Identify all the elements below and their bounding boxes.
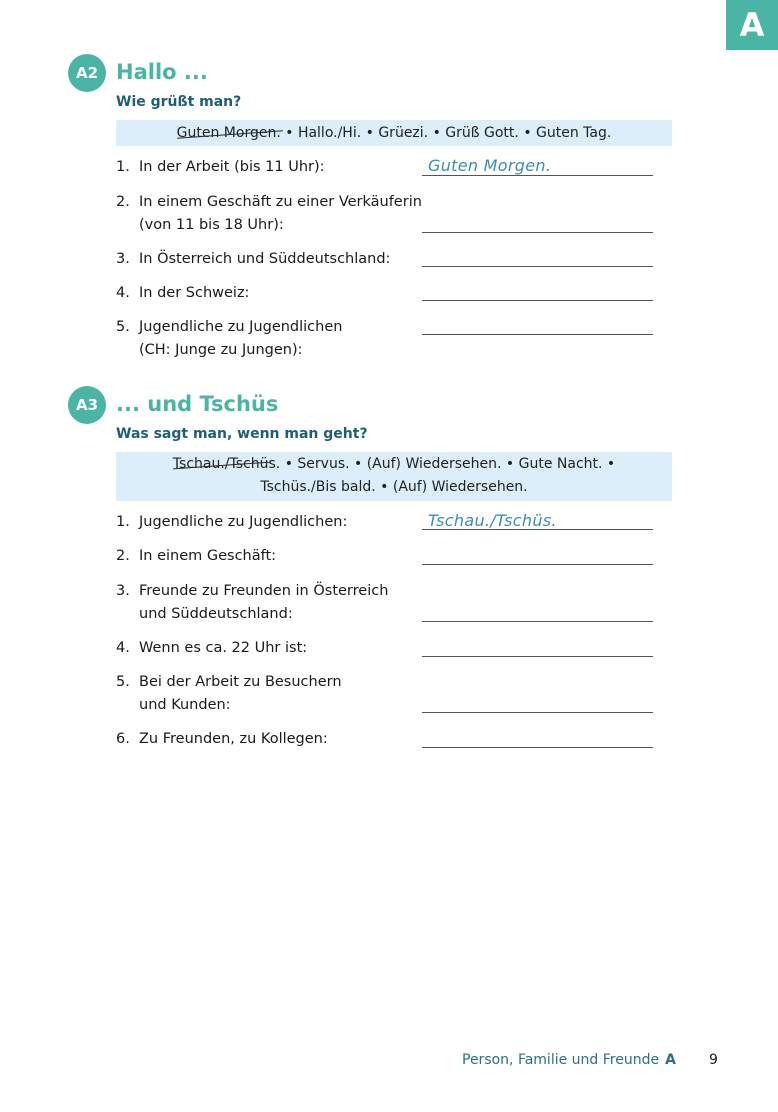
answer-line[interactable] [422, 564, 653, 565]
answer-line[interactable] [422, 529, 653, 530]
item-text: In einem Geschäft zu einer Verkäuferin [139, 194, 422, 210]
answer-line[interactable] [422, 175, 653, 176]
word-box-a3 [116, 452, 672, 501]
item-text-line2: und Kunden: [139, 697, 231, 713]
word-list-line2: Tschüs./Bis bald. • (Auf) Wiedersehen. [260, 479, 528, 495]
footer-chapter [462, 1052, 676, 1068]
answer-line[interactable] [422, 747, 653, 748]
page-number: 9 [709, 1052, 718, 1068]
word-list: • Hallo./Hi. • Grüezi. • Grüß Gott. • Guten Tag. [280, 125, 612, 141]
item-text-line2: und Süddeutschland: [139, 606, 293, 622]
item-number: 1. [116, 514, 130, 530]
struck-word: Guten Morgen. [177, 120, 281, 146]
answer-line[interactable] [422, 621, 653, 622]
item-text: Jugendliche zu Jugendlichen [139, 319, 343, 335]
answer-line[interactable] [422, 656, 653, 657]
answer-line[interactable] [422, 334, 653, 335]
word-box-a2 [116, 120, 672, 146]
item-number: 5. [116, 674, 130, 690]
answer-line[interactable] [422, 712, 653, 713]
item-text: In der Schweiz: [139, 285, 250, 301]
item-text: Freunde zu Freunden in Österreich [139, 583, 389, 599]
exercise-subtitle-a2: Wie grüßt man? [116, 94, 242, 110]
item-text: Zu Freunden, zu Kollegen: [139, 731, 328, 747]
answer-line[interactable] [422, 232, 653, 233]
item-text: Jugendliche zu Jugendlichen: [139, 514, 348, 530]
item-text: Wenn es ca. 22 Uhr ist: [139, 640, 308, 656]
chapter-letter: A [665, 1052, 676, 1068]
item-number: 4. [116, 285, 130, 301]
exercise-title-a2: Hallo ... [116, 60, 208, 84]
chapter-name: Person, Familie und Freunde [462, 1052, 660, 1068]
answer-line[interactable] [422, 300, 653, 301]
item-number: 1. [116, 159, 130, 175]
item-number: 2. [116, 194, 130, 210]
chapter-tab: A [726, 0, 778, 50]
item-number: 2. [116, 548, 130, 564]
answer-line[interactable] [422, 266, 653, 267]
answer-text: Guten Morgen. [428, 156, 552, 175]
exercise-badge-a2: A2 [68, 54, 106, 92]
answer-text: Tschau./Tschüs. [428, 511, 557, 530]
item-number: 3. [116, 251, 130, 267]
exercise-subtitle-a3: Was sagt man, wenn man geht? [116, 426, 368, 442]
struck-word: Tschau./Tschü [173, 453, 269, 476]
word-list: s. • Servus. • (Auf) Wiedersehen. • Gute Nacht. • [268, 456, 616, 472]
item-number: 5. [116, 319, 130, 335]
item-number: 6. [116, 731, 130, 747]
item-text-line2: (von 11 bis 18 Uhr): [139, 217, 284, 233]
item-text: In einem Geschäft: [139, 548, 277, 564]
item-number: 3. [116, 583, 130, 599]
item-text: In Österreich und Süddeutschland: [139, 251, 391, 267]
item-text: Bei der Arbeit zu Besuchern [139, 674, 342, 690]
item-number: 4. [116, 640, 130, 656]
exercise-title-a3: ... und Tschüs [116, 392, 279, 416]
exercise-badge-a3: A3 [68, 386, 106, 424]
item-text-line2: (CH: Junge zu Jungen): [139, 342, 303, 358]
item-text: In der Arbeit (bis 11 Uhr): [139, 159, 325, 175]
